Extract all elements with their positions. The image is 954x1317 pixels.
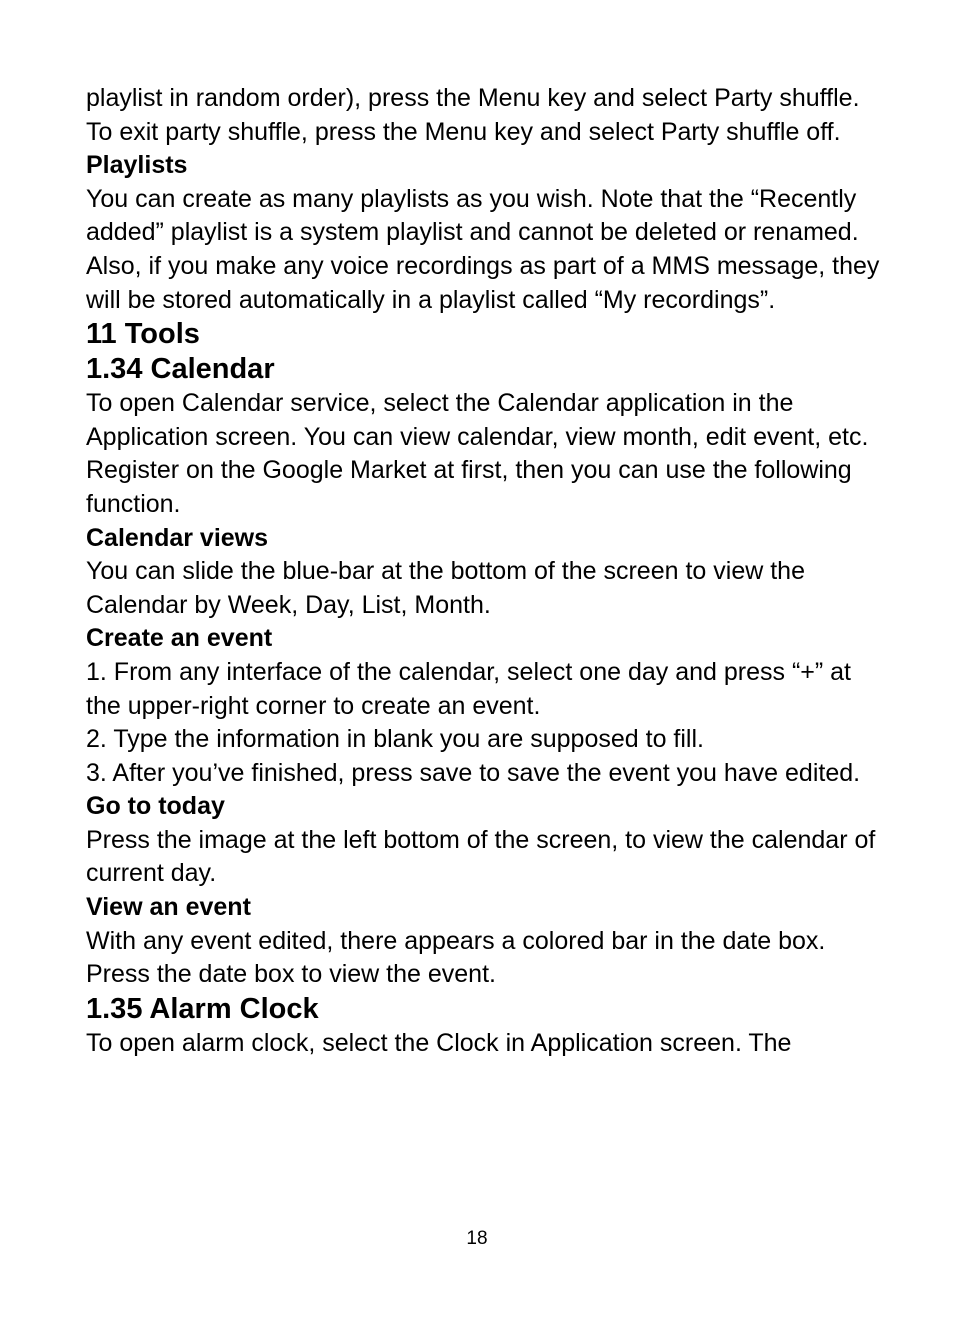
paragraph-party-shuffle: playlist in random order), press the Menu key and select Party shuffle. To exit party shuffle, press the Menu key and select Party shuffle off. [86, 84, 860, 146]
page-number: 18 [466, 1228, 488, 1249]
subheading-playlists: Playlists [86, 151, 188, 180]
subheading-go-to-today: Go to today [86, 792, 225, 821]
paragraph-view-event: With any event edited, there appears a colored bar in the date box. Press the date box to view the event. [86, 926, 826, 989]
step-create-event-2: 2. Type the information in blank you are supposed to fill. [86, 725, 704, 754]
subheading-create-event: Create an event [86, 624, 273, 653]
heading-calendar: 1.34 Calendar [86, 353, 275, 386]
paragraph-google-market: Register on the Google Market at first, then you can use the following function. [86, 456, 852, 518]
paragraph-calendar-views: You can slide the blue-bar at the bottom of the screen to view the Calendar by Week, Day, List, Month. [86, 557, 805, 619]
paragraph-alarm-clock: To open alarm clock, select the Clock in Application screen. The [86, 1028, 792, 1057]
step-create-event-3: 3. After you’ve finished, press save to save the event you have edited. [86, 758, 861, 787]
step-create-event-1: 1. From any interface of the calendar, select one day and press “+” at the upper-right corner to create an event. [86, 657, 852, 720]
heading-tools: 11 Tools [86, 318, 200, 351]
page-content [86, 82, 886, 1060]
subheading-view-event: View an event [86, 893, 251, 922]
heading-alarm-clock: 1.35 Alarm Clock [86, 992, 319, 1025]
paragraph-playlists: You can create as many playlists as you wish. Note that the “Recently added” playlist is a system playlist and cannot be deleted or renamed. Also, if you make any voice recordings as part of a MMS message, they will be stored automatically in a playlist called “My recordings”. [86, 184, 880, 314]
paragraph-go-to-today: Press the image at the left bottom of the screen, to view the calendar of current day. [86, 825, 876, 888]
subheading-calendar-views: Calendar views [86, 523, 269, 552]
paragraph-calendar-open: To open Calendar service, select the Calendar application in the Application screen. You can view calendar, view month, edit event, etc. [86, 389, 869, 451]
